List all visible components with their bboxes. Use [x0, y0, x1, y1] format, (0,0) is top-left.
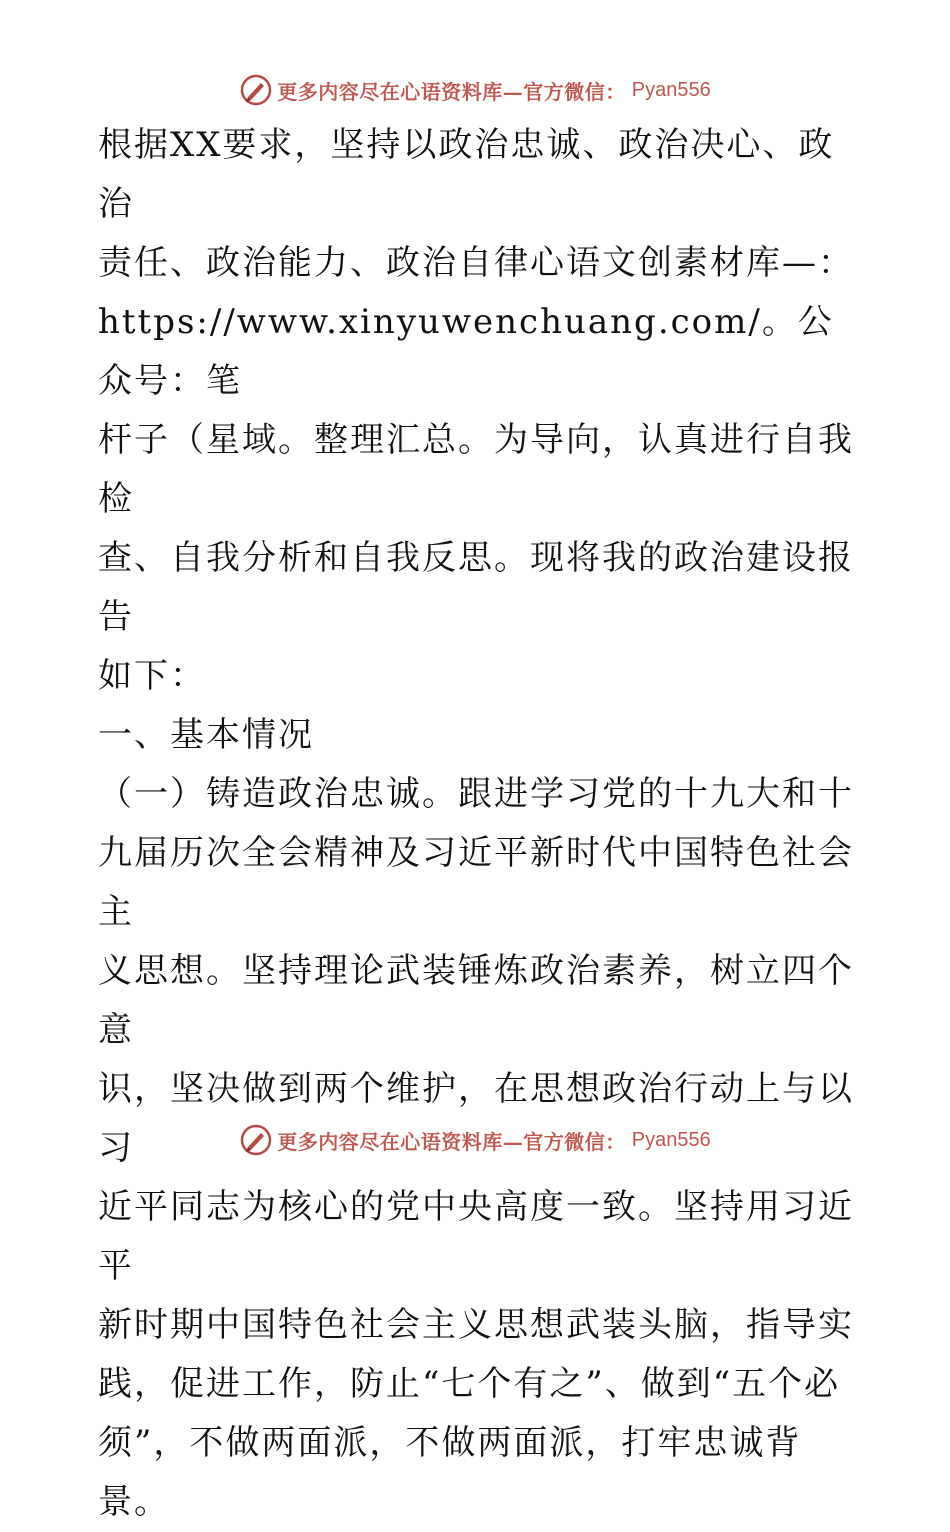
text-line: （一）铸造政治忠诚。跟进学习党的十九大和十 — [98, 774, 854, 814]
text-line: 如下： — [98, 656, 206, 696]
intro-paragraph — [98, 116, 858, 706]
section-heading: 一、基本情况 — [98, 715, 314, 755]
text-line: 查、自我分析和自我反思。现将我的政治建设报告 — [98, 538, 854, 637]
watermark-text: 更多内容尽在心语资料库—官方微信： — [277, 1129, 626, 1154]
text-line: 杆子（星域。整理汇总。为导向，认真进行自我检 — [98, 420, 854, 519]
text-line: 新时期中国特色社会主义思想武装头脑，指导实 — [98, 1305, 854, 1345]
pen-logo-icon — [239, 73, 273, 107]
watermark-footer — [0, 1120, 950, 1160]
text-line: 根据XX要求，坚持以政治忠诚、政治决心、政治 — [98, 125, 835, 224]
watermark-text: 更多内容尽在心语资料库—官方微信： — [277, 79, 626, 104]
text-line: 九届历次全会精神及习近平新时代中国特色社会主 — [98, 833, 854, 932]
text-line: https://www.xinyuwenchuang.com/。公众号：笔 — [98, 302, 834, 401]
text-line: 识，坚决做到两个维护，在思想政治行动上与以习 — [98, 1069, 854, 1168]
text-line: 责任、政治能力、政治自律心语文创素材库—： — [98, 243, 854, 283]
watermark-header — [0, 70, 950, 110]
watermark-wechat-id: Pyan556 — [631, 78, 711, 101]
pen-logo-icon — [239, 1123, 273, 1157]
document-body — [98, 116, 858, 1532]
watermark-wechat-id: Pyan556 — [631, 1128, 711, 1151]
text-line: 须”，不做两面派，不做两面派，打牢忠诚背景。 — [98, 1423, 802, 1522]
text-line: 近平同志为核心的党中央高度一致。坚持用习近平 — [98, 1187, 854, 1286]
text-line: 义思想。坚持理论武装锤炼政治素养，树立四个意 — [98, 951, 854, 1050]
text-line: 践，促进工作，防止“七个有之”、做到“五个必 — [98, 1364, 841, 1404]
